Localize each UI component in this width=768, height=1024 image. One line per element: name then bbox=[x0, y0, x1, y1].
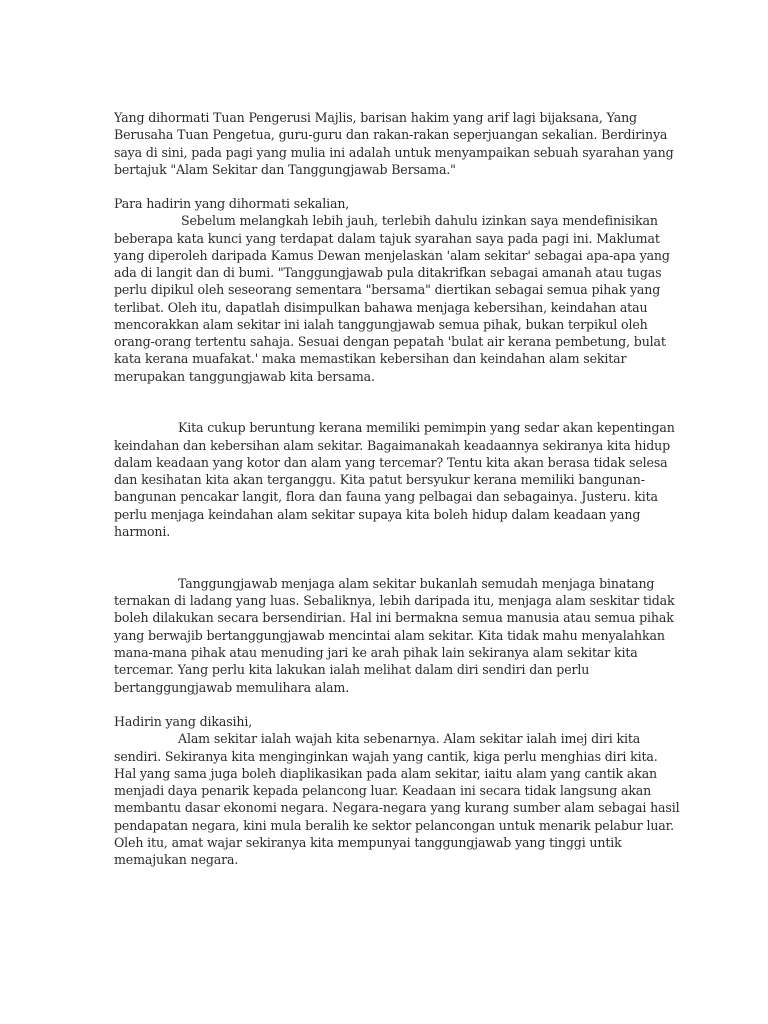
paragraph-line: perlu menjaga keindahan alam sekitar supaya kita boleh hidup dalam keadaan yang bbox=[114, 507, 641, 522]
intro-line: Berusaha Tuan Pengetua, guru-guru dan rakan-rakan seperjuangan sekalian. Berdirinya bbox=[114, 127, 668, 142]
paragraph-line: dan kesihatan kita akan terganggu. Kita patut bersyukur kerana memiliki bangunan- bbox=[114, 472, 645, 487]
paragraph-line: ternakan di ladang yang luas. Sebaliknya, lebih daripada itu, menjaga alam seskitar tidak bbox=[114, 593, 675, 608]
intro-line: bertajuk "Alam Sekitar dan Tanggungjawab Bersama." bbox=[114, 162, 456, 177]
paragraph-line: bertanggungjawab memulihara alam. bbox=[114, 680, 350, 695]
greeting: Hadirin yang dikasihi, bbox=[114, 714, 253, 729]
paragraph-line: mencorakkan alam sekitar ini ialah tanggungjawab semua pihak, bukan terpikul oleh bbox=[114, 317, 648, 332]
paragraph-line: keindahan dan kebersihan alam sekitar. Bagaimanakah keadaannya sekiranya kita hidup bbox=[114, 438, 671, 453]
paragraph-line: Alam sekitar ialah wajah kita sebenarnya. Alam sekitar ialah imej diri kita bbox=[178, 731, 641, 746]
paragraph-line: membantu dasar ekonomi negara. Negara-negara yang kurang sumber alam sebagai hasil bbox=[114, 800, 680, 815]
paragraph-line: beberapa kata kunci yang terdapat dalam tajuk syarahan saya pada pagi ini. Maklumat bbox=[114, 231, 660, 246]
paragraph-line: yang diperoleh daripada Kamus Dewan menjelaskan 'alam sekitar' sebagai apa-apa yang bbox=[114, 248, 670, 263]
paragraph-line: terlibat. Oleh itu, dapatlah disimpulkan bahawa menjaga kebersihan, keindahan atau bbox=[114, 300, 648, 315]
paragraph-line: perlu dipikul oleh seseorang sementara "bersama" diertikan sebagai semua pihak yang bbox=[114, 282, 661, 297]
paragraph-line: Hal yang sama juga boleh diaplikasikan pada alam sekitar, iaitu alam yang cantik akan bbox=[114, 766, 658, 781]
paragraph-line: bangunan pencakar langit, flora dan fauna yang pelbagai dan sebagainya. Justeru. kita bbox=[114, 489, 658, 504]
paragraph-line: memajukan negara. bbox=[114, 852, 239, 867]
paragraph-line: harmoni. bbox=[114, 524, 171, 539]
paragraph-line: Oleh itu, amat wajar sekiranya kita mempunyai tanggungjawab yang tinggi untik bbox=[114, 835, 622, 850]
paragraph-line: Kita cukup beruntung kerana memiliki pemimpin yang sedar akan kepentingan bbox=[178, 420, 675, 435]
paragraph-line: sendiri. Sekiranya kita menginginkan wajah yang cantik, kiga perlu menghias diri kita. bbox=[114, 749, 658, 764]
paragraph-line: kata kerana muafakat.' maka memastikan kebersihan dan keindahan alam sekitar bbox=[114, 351, 627, 366]
paragraph-line: mana-mana pihak atau menuding jari ke arah pihak lain sekiranya alam sekitar kita bbox=[114, 645, 638, 660]
paragraph-line: Sebelum melangkah lebih jauh, terlebih dahulu izinkan saya mendefinisikan bbox=[181, 213, 658, 228]
paragraph-line: dalam keadaan yang kotor dan alam yang tercemar? Tentu kita akan berasa tidak selesa bbox=[114, 455, 668, 470]
intro-line: Yang dihormati Tuan Pengerusi Majlis, barisan hakim yang arif lagi bijaksana, Yang bbox=[114, 110, 637, 125]
paragraph-line: merupakan tanggungjawab kita bersama. bbox=[114, 369, 375, 384]
paragraph-line: orang-orang tertentu sahaja. Sesuai dengan pepatah 'bulat air kerana pembetung, bulat bbox=[114, 334, 666, 349]
paragraph-line: tercemar. Yang perlu kita lakukan ialah melihat dalam diri sendiri dan perlu bbox=[114, 662, 590, 677]
paragraph-line: pendapatan negara, kini mula beralih ke sektor pelancongan untuk menarik pelabur luar. bbox=[114, 818, 674, 833]
paragraph-line: Tanggungjawab menjaga alam sekitar bukanlah semudah menjaga binatang bbox=[178, 576, 655, 591]
paragraph-line: boleh dilakukan secara bersendirian. Hal ini bermakna semua manusia atau semua pihak bbox=[114, 610, 674, 625]
greeting: Para hadirin yang dihormati sekalian, bbox=[114, 196, 350, 211]
paragraph-line: menjadi daya penarik kepada pelancong luar. Keadaan ini secara tidak langsung akan bbox=[114, 783, 652, 798]
intro-line: saya di sini, pada pagi yang mulia ini adalah untuk menyampaikan sebuah syarahan yang bbox=[114, 145, 674, 160]
paragraph-line: ada di langit dan di bumi. "Tanggungjawab pula ditakrifkan sebagai amanah atau tugas bbox=[114, 265, 662, 280]
paragraph-line: yang berwajib bertanggungjawab mencintai alam sekitar. Kita tidak mahu menyalahkan bbox=[114, 628, 665, 643]
